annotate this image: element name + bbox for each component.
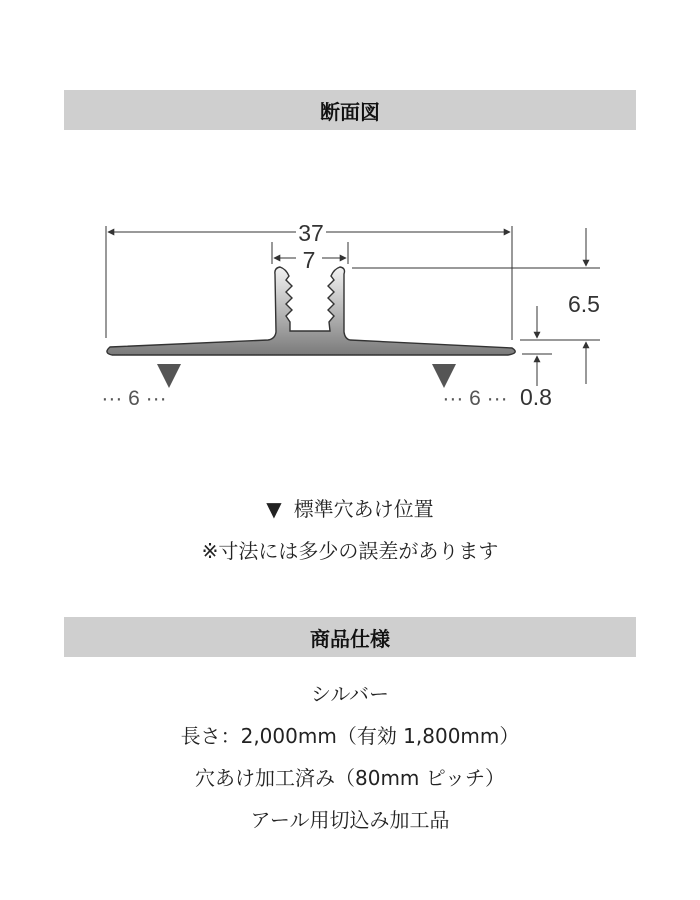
legend-text: 標準穴あけ位置	[293, 497, 434, 521]
product-spec-header	[64, 617, 636, 657]
hole-marker-right	[432, 364, 456, 388]
cross-section-header	[64, 90, 636, 130]
dim-6-5-label: 6.5	[568, 291, 600, 317]
hole-marker-left	[157, 364, 181, 388]
hole-position-legend	[0, 493, 700, 522]
product-spec-title: 商品仕様	[310, 626, 390, 651]
spec-corner-cut: アール用切込み加工品	[250, 808, 450, 832]
dim-0-8-label: 0.8	[520, 384, 552, 410]
spec-length: 長さ：2,000mm（有効 1,800mm）	[180, 724, 520, 748]
cross-section-diagram	[0, 190, 700, 430]
legend-marker: ▼	[266, 497, 282, 521]
spec-holes: 穴あけ加工済み（80mm ピッチ）	[195, 766, 505, 790]
hole-pitch-label-left: ··· 6 ···	[101, 387, 167, 410]
dim-37-label: 37	[298, 220, 324, 246]
dimension-disclaimer: ※寸法には多少の誤差があります	[201, 539, 499, 563]
spec-color: シルバー	[310, 682, 390, 706]
hole-pitch-label-right: ··· 6 ···	[442, 387, 508, 410]
dim-7-label: 7	[302, 247, 316, 273]
profile-shape	[107, 267, 515, 355]
cross-section-title: 断面図	[320, 99, 380, 124]
